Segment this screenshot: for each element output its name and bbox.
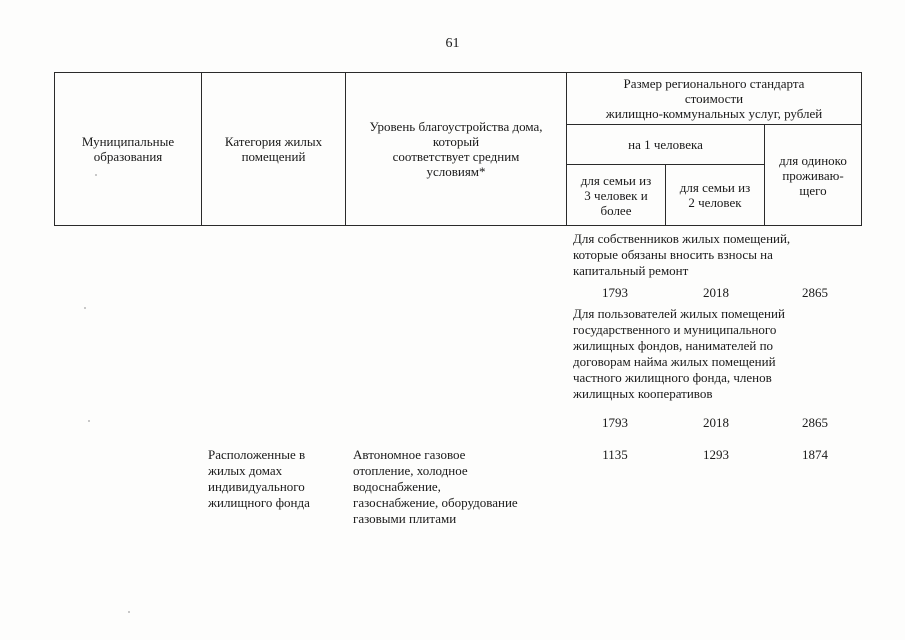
scan-speck <box>88 420 90 422</box>
row-category-line: Расположенные в <box>208 447 306 462</box>
header-text-line: 3 человек и <box>584 187 648 203</box>
header-text-line: 2 человек <box>688 195 742 210</box>
header-text-line: проживаю- <box>782 167 844 183</box>
row-amenity-line: газоснабжение, оборудование <box>353 495 518 510</box>
value-family-2: 2018 <box>703 415 729 430</box>
users-note-line: жилищных фондов, нанимателей по <box>573 338 774 353</box>
value-family-3plus: 1793 <box>602 415 628 430</box>
row-category-line: жилых домах <box>208 463 283 478</box>
owners-note-line: Для собственников жилых помещений, <box>573 231 791 246</box>
row-category-line: индивидуального <box>208 479 305 494</box>
users-note-line: Для пользователей жилых помещений <box>573 306 785 321</box>
header-text-line: щего <box>799 182 827 198</box>
header-text-line: для одиноко <box>779 152 847 168</box>
value-family-2: 2018 <box>703 285 729 300</box>
value-family-3plus: 1793 <box>602 285 628 300</box>
header-text-line: помещений <box>241 149 306 164</box>
header-text-line: более <box>600 202 632 218</box>
header-cell-family-2 <box>666 165 764 225</box>
users-note-line: договорам найма жилых помещений <box>573 354 776 369</box>
header-text-line: Муниципальные <box>81 134 175 149</box>
header-cell-municipality <box>55 73 201 225</box>
header-cell-per-person <box>567 125 764 164</box>
header-text-line: для семьи из <box>679 180 751 195</box>
row-amenity-line: газовыми плитами <box>353 511 457 526</box>
header-cell-standard <box>567 73 861 124</box>
row-amenity-line: Автономное газовое <box>353 447 466 462</box>
header-right-border <box>861 72 862 226</box>
header-bottom-border <box>54 225 862 226</box>
owners-note-line: которые обязаны вносить взносы на <box>573 247 773 262</box>
owners-note-line: капитальный ремонт <box>573 263 689 278</box>
header-cell-category <box>202 73 345 225</box>
users-note-line: частного жилищного фонда, членов <box>573 370 772 385</box>
header-text-line: для семьи из <box>580 172 652 188</box>
header-cell-family-3plus <box>567 165 665 225</box>
header-text-line: соответствует средним <box>392 149 520 164</box>
header-text-line: условиям* <box>426 164 486 179</box>
header-text-line: который <box>432 134 480 149</box>
scan-speck <box>84 307 86 309</box>
page-number: 61 <box>445 36 460 51</box>
value-single: 2865 <box>802 285 828 300</box>
users-note-line: жилищных кооперативов <box>573 386 713 401</box>
value-single: 1874 <box>802 447 828 462</box>
scan-speck <box>95 174 97 176</box>
scan-speck <box>128 611 130 613</box>
value-family-2: 1293 <box>703 447 729 462</box>
value-single: 2865 <box>802 415 828 430</box>
header-text-line: образования <box>93 149 163 164</box>
value-family-3plus: 1135 <box>602 447 628 462</box>
header-text-line: Уровень благоустройства дома, <box>369 119 543 134</box>
header-cell-amenity <box>346 73 566 225</box>
row-amenity-line: отопление, холодное <box>353 463 468 478</box>
header-text-line: Категория жилых <box>224 134 323 149</box>
header-text-line: Размер регионального стандарта <box>623 76 805 91</box>
row-amenity-line: водоснабжение, <box>353 479 441 494</box>
header-cell-single <box>765 125 861 225</box>
header-text-line: жилищно-коммунальных услуг, рублей <box>605 106 823 121</box>
header-text-line: на 1 человека <box>628 137 703 152</box>
row-category-line: жилищного фонда <box>208 495 310 510</box>
header-text-line: стоимости <box>684 91 744 106</box>
users-note-line: государственного и муниципального <box>573 322 777 337</box>
